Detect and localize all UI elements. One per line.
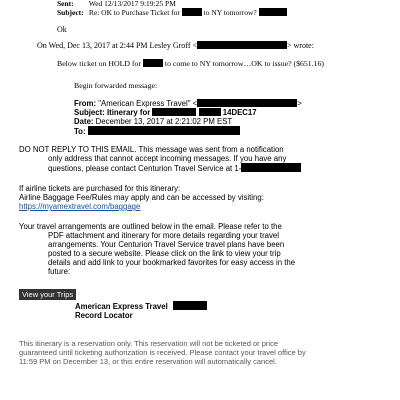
quote-line-end: to come to NY tomorrow…OK to issue? ($651.16) [164,59,325,68]
fwd-to-label: To: [74,127,86,136]
noreply-line-3-text: questions, please contact Centurion Travel Service at 1- [48,164,242,173]
redaction [182,8,202,16]
arrangements-line-3: arrangements. Your Centurion Travel Service travel plans have been [48,240,285,249]
quote-intro-text: On Wed, Dec 13, 2017 at 2:44 PM Lesley Groff < [37,41,197,50]
fwd-to-row [74,126,240,136]
redaction [197,41,287,49]
sent-label: Sent: [57,0,74,8]
redaction [152,108,196,116]
airline-line-1: If airline tickets are purchased for this itinerary: [19,184,181,193]
airline-line-2: Airline Baggage Fee/Rules may apply and can be accessed by visiting: [19,193,264,202]
arrangements-line-4: posted to a secure website. Please click on the link to view your trip [48,249,281,258]
reply-text: Ok [57,25,67,34]
fwd-from-label: From: [74,99,97,108]
subject-label: Subject: [57,8,84,17]
fwd-subject-row [74,108,257,117]
redaction [173,301,207,310]
view-trips-wrap [19,284,76,302]
fwd-from-end: > [297,99,302,108]
fwd-subject-value: Itinerary for [106,108,151,117]
arrangements-line-2: PDF attachment and itinerary for more details regarding your travel [48,231,279,240]
fwd-date-value: December 13, 2017 at 2:21:02 PM EST [95,117,233,126]
amex-row [75,301,207,311]
quote-line [57,59,324,68]
fwd-subject-code: 14DEC17 [222,108,257,117]
arrangements-line-5: details and add link to your bookmarked favorites for easy access in the [48,258,296,267]
redaction [88,126,240,135]
arrangements-line-6: future: [48,267,71,276]
amex-label: American Express Travel [75,302,168,311]
redaction [241,163,301,172]
view-trips-button[interactable]: View your Trips [19,289,76,300]
fwd-from-row [74,99,302,108]
fwd-date-label: Date: [74,117,94,126]
footer-line-1: This itinerary is a reservation only. This reservation will not be ticketed or price [19,339,278,348]
arrangements-line-1: Your travel arrangements are outlined below in the email. Please refer to the [19,222,282,231]
quote-intro [37,41,314,50]
baggage-link[interactable]: https://myamextravel.com/baggage [19,202,141,211]
redaction [259,8,287,16]
redaction [197,99,297,107]
quote-line-text: Below ticket on HOLD for [57,59,142,68]
record-locator: Record Locator [75,311,133,320]
sent-row [57,0,176,8]
footer-line-3: 11:59 PM on December 13, or this entire reservation will automatically cancel. [19,357,277,366]
begin-forwarded: Begin forwarded message: [74,81,158,90]
footer-line-2: guaranteed until ticketing authorization is received. Please contact your travel office by [19,348,306,357]
quote-intro-end: > wrote: [287,41,314,50]
redaction [143,59,163,67]
fwd-date-row [74,117,232,126]
noreply-line-1: DO NOT REPLY TO THIS EMAIL. This message was sent from a notification [19,145,284,154]
subject-text-end: to NY tomorrow? [203,8,257,17]
noreply-line-2: only address that cannot accept incoming messages. If you have any [48,154,287,163]
subject-row [57,8,287,17]
fwd-subject-label: Subject: [74,108,105,117]
subject-text: Re: OK to Purchase Ticket for [88,8,180,17]
redaction [199,108,221,116]
sent-value: Wed 12/13/2017 9:19:25 PM [88,0,176,8]
noreply-line-3 [48,163,301,173]
fwd-from-value: "American Express Travel" < [98,99,198,108]
